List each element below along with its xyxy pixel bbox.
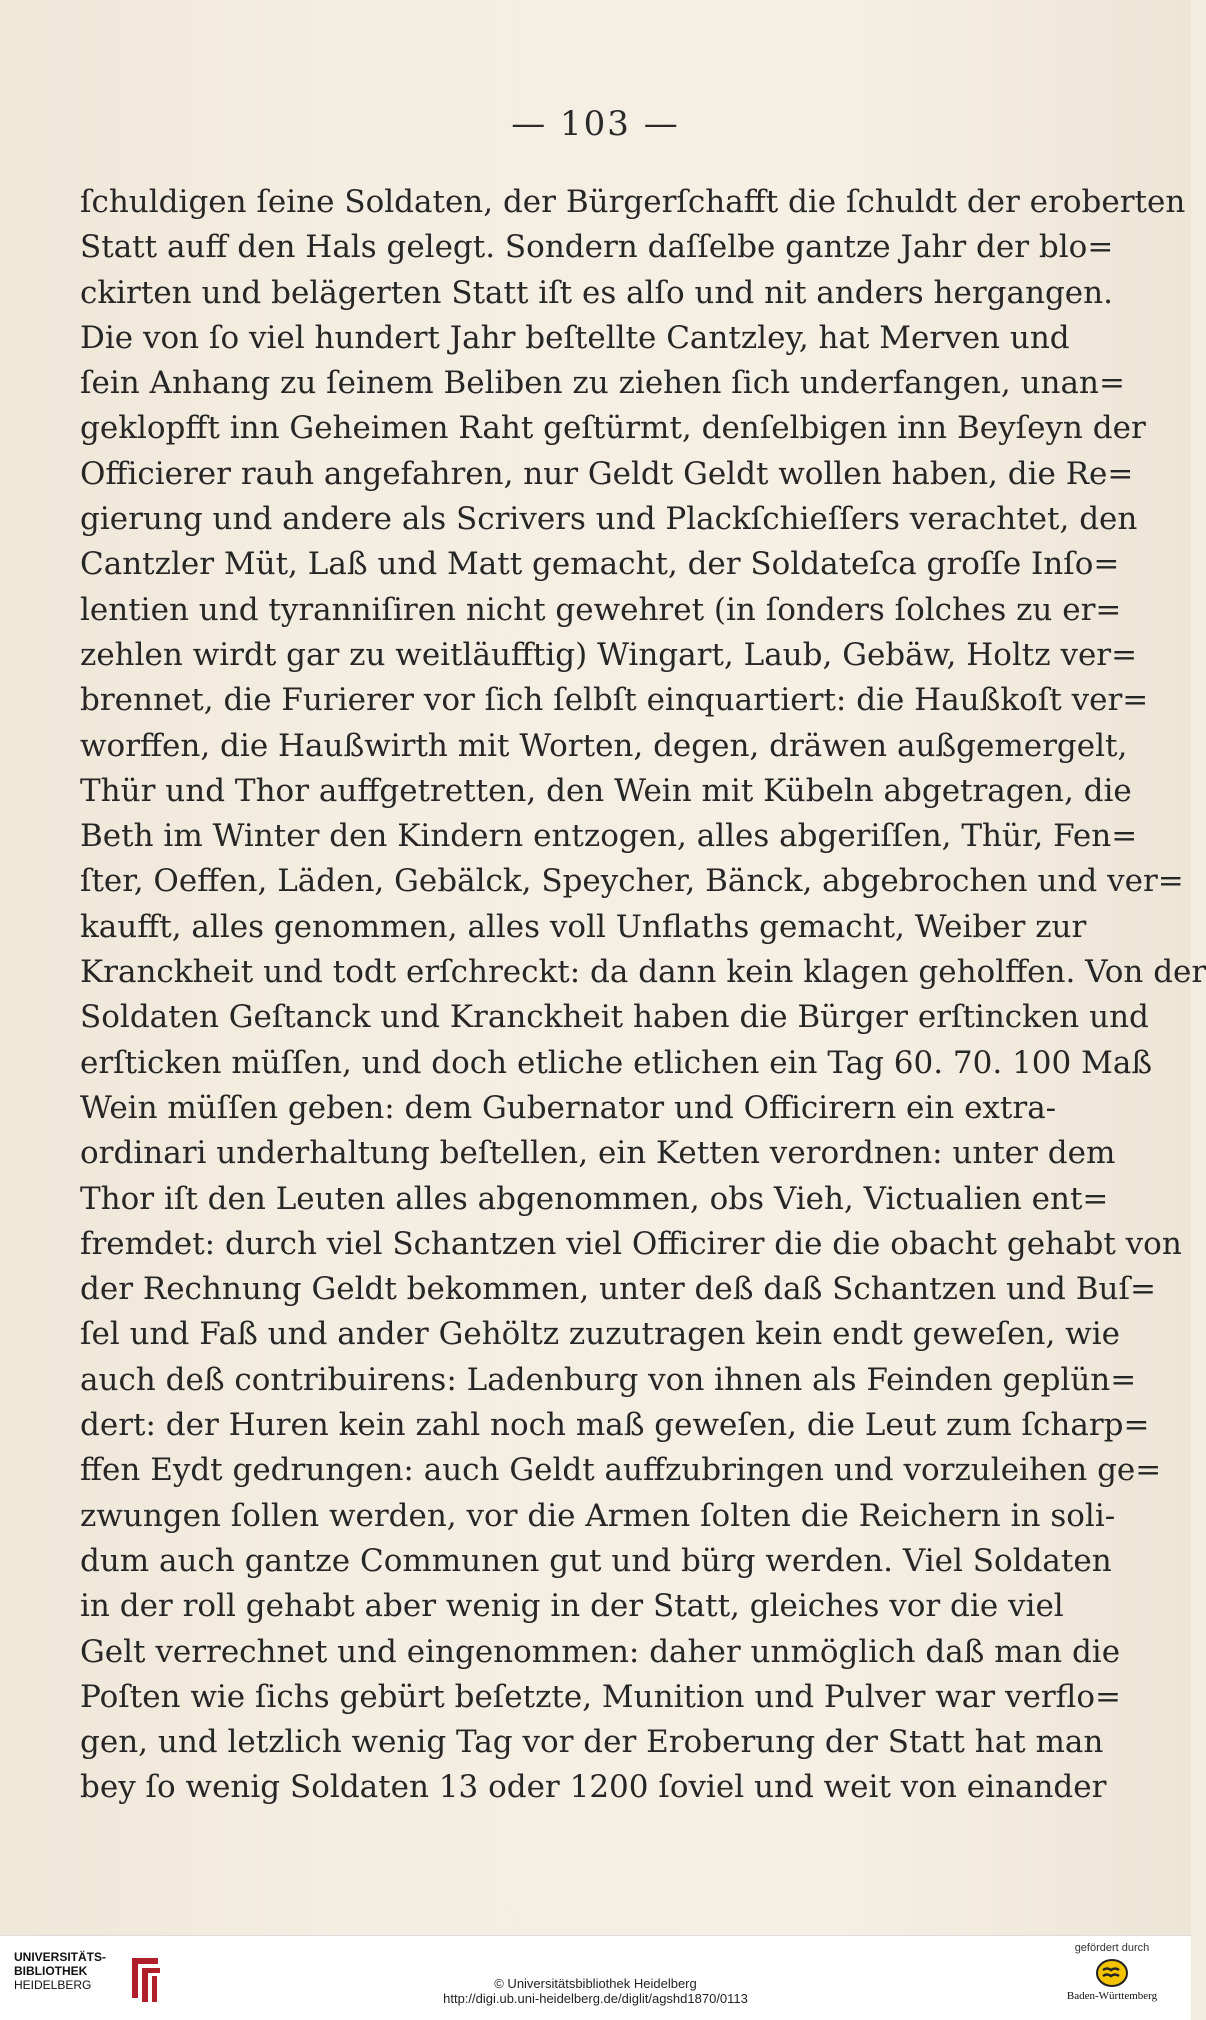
text-line: auch deß contribuirens: Ladenburg von ihnen als Feinden geplün= (80, 1361, 1137, 1398)
text-line: geklopfft inn Geheimen Raht geſtürmt, denſelbigen inn Beyſeyn der (80, 410, 1146, 447)
source-url[interactable]: http://digi.ub.uni-heidelberg.de/diglit/agshd1870/0113 (443, 1991, 748, 2006)
text-line: ffen Eydt gedrungen: auch Geldt auffzubringen und vorzuleihen ge= (80, 1452, 1162, 1489)
text-line: kaufft, alles genommen, alles voll Unflaths gemacht, Weiber zur (80, 908, 1087, 945)
text-line: Kranckheit und todt erſchreckt: da dann kein klagen geholffen. Von der (80, 954, 1206, 991)
text-line: Gelt verrechnet und eingenommen: daher unmöglich daß man die (80, 1633, 1121, 1670)
body-text (80, 180, 1206, 1811)
text-line: Soldaten Geſtanck und Kranckheit haben die Bürger erſtincken und (80, 999, 1149, 1036)
text-line: brennet, die Furierer vor ſich ſelbſt einquartiert: die Haußkoſt ver= (80, 682, 1149, 719)
copyright-notice (0, 1976, 1191, 2006)
text-line: Poſten wie ſichs gebürt beſetzte, Munition und Pulver war verflo= (80, 1678, 1121, 1715)
text-line: ckirten und belägerten Statt iſt es alſo und nit anders hergangen. (80, 274, 1113, 311)
text-line: ordinari underhaltung beſtellen, ein Ketten verordnen: unter dem (80, 1135, 1116, 1172)
text-line: Thor iſt den Leuten alles abgenommen, obs Vieh, Victualien ent= (80, 1180, 1109, 1217)
sponsor-block[interactable] (1047, 1942, 1177, 2016)
text-line: bey ſo wenig Soldaten 13 oder 1200 ſoviel und weit von einander (80, 1769, 1107, 1806)
text-line: ſter, Oeffen, Läden, Gebälck, Speycher, Bänck, abgebrochen und ver= (80, 863, 1184, 900)
text-line: Wein müſſen geben: dem Gubernator und Officirern ein extra- (80, 1089, 1057, 1126)
text-line: dert: der Huren kein zahl noch maß geweſen, die Leut zum ſcharp= (80, 1407, 1150, 1444)
copyright-text: © Universitätsbibliothek Heidelberg (494, 1976, 697, 1991)
text-line: ſel und Faß und ander Gehöltz zuzutragen kein endt geweſen, wie (80, 1316, 1120, 1353)
text-line: Cantzler Müt, Laß und Matt gemacht, der Soldateſca groſſe Inſo= (80, 546, 1120, 583)
text-line: Beth im Winter den Kindern entzogen, alles abgeriſſen, Thür, Fen= (80, 818, 1138, 855)
footer-bar (0, 1935, 1191, 2020)
text-line: fremdet: durch viel Schantzen viel Officirer die die obacht gehabt von (80, 1225, 1182, 1262)
text-line: Officierer rauh angefahren, nur Geldt Geldt wollen haben, die Re= (80, 455, 1134, 492)
text-line: worffen, die Haußwirth mit Worten, degen, dräwen außgemergelt, (80, 727, 1128, 764)
text-line: in der roll gehabt aber wenig in der Statt, gleiches vor die viel (80, 1588, 1064, 1625)
text-line: zwungen ſollen werden, vor die Armen ſolten die Reichern in soli- (80, 1497, 1116, 1534)
text-line: gierung und andere als Scrivers und Plackſchieſſers verachtet, den (80, 501, 1138, 538)
library-name: UNIVERSITÄTS- BIBLIOTHEK HEIDELBERG (14, 1950, 107, 1992)
coat-of-arms-icon (1095, 1958, 1129, 1988)
text-line: der Rechnung Geldt bekommen, unter deß daß Schantzen und Buſ= (80, 1271, 1156, 1308)
text-line: zehlen wirdt gar zu weitläufftig) Wingart, Laub, Gebäw, Holtz ver= (80, 636, 1138, 673)
text-line: Thür und Thor auffgetretten, den Wein mit Kübeln abgetragen, die (80, 772, 1132, 809)
text-line: ſchuldigen ſeine Soldaten, der Bürgerſchafft die ſchuldt der eroberten (80, 184, 1186, 220)
text-line: gen, und letzlich wenig Tag vor der Eroberung der Statt hat man (80, 1724, 1104, 1761)
text-line: erſticken müſſen, und doch etliche etlichen ein Tag 60. 70. 100 Maß (80, 1044, 1153, 1081)
text-line: ſein Anhang zu ſeinem Beliben zu ziehen ſich underfangen, unan= (80, 365, 1125, 402)
text-line: lentien und tyranniſiren nicht gewehret (in ſonders ſolches zu er= (80, 591, 1122, 628)
page-number: — 103 — (511, 104, 680, 144)
text-line: dum auch gantze Communen gut und bürg werden. Viel Soldaten (80, 1542, 1112, 1579)
sponsor-label: gefördert durch (1074, 1942, 1150, 1954)
text-line: Statt auff den Hals gelegt. Sondern daſſelbe gantze Jahr der blo= (80, 229, 1114, 266)
text-line: Die von ſo viel hundert Jahr beſtellte Cantzley, hat Merven und (80, 319, 1070, 356)
sponsor-name: Baden-Württemberg (1066, 1990, 1158, 2002)
